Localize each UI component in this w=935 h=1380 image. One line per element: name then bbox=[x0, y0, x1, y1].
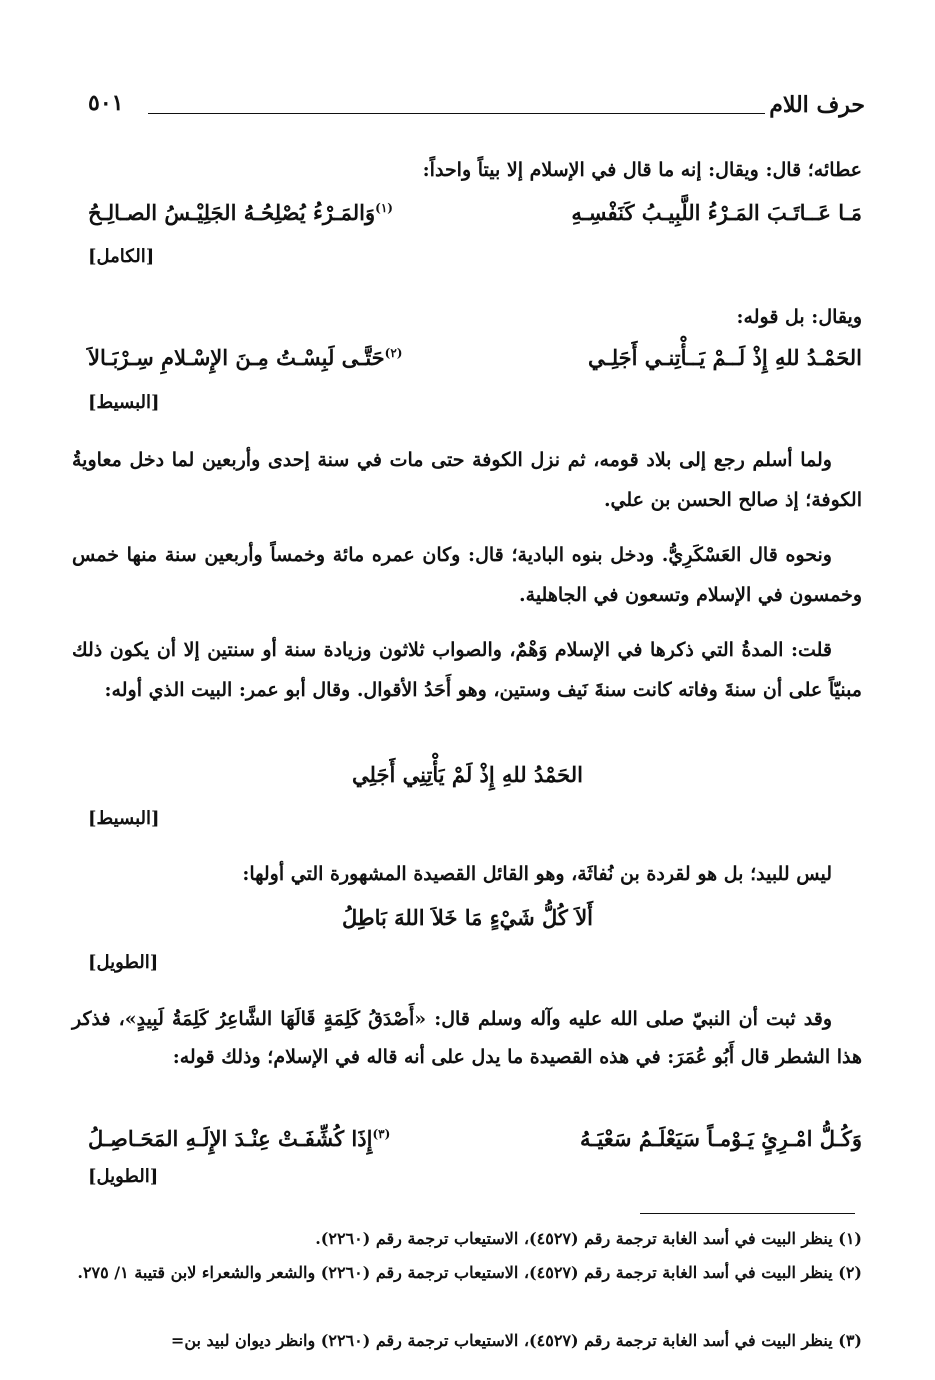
meter-label-4: [الطويل] bbox=[88, 952, 159, 973]
meter-label-2: [البسيط] bbox=[88, 392, 160, 413]
paragraph-2: ويقال: بل قوله: bbox=[736, 306, 862, 328]
footnote-ref-3: (٣) bbox=[372, 1127, 391, 1141]
footnote-2: (٢) ينظر البيت في أسد الغابة ترجمة رقم (٤٥٢٧)، الاستيعاب ترجمة رقم (٢٢٦٠) والشعر والشعراء لابن قتيبة ١/ ٢٧٥. bbox=[77, 1263, 862, 1282]
verse-3-second-hemistich: $^{(٣)}$إِذَا كُشِّفَـتْ عِنْـدَ الإِلَـهِ المَحَـاصِـلُ bbox=[88, 1126, 391, 1151]
paragraph-4: ونحوه قال العَسْكَرِيُّ. ودخل بنوه البادية؛ قال: وكان عمره مائة وخمساً وأربعين سنة منها خمس وخمسون في الإسلام وتسعون في الجاهلية. bbox=[72, 544, 862, 606]
centered-verse-1: الحَمْدُ للهِ إِذْ لَمْ يَأْتِنِي أَجَلِي bbox=[352, 762, 583, 787]
paragraph-3: ولما أسلم رجع إلى بلاد قومه، ثم نزل الكوفة حتى مات في سنة إحدى وأربعين لما دخل معاويةُ الكوفة؛ إذ صالح الحسن بن علي. bbox=[72, 449, 862, 511]
meter-label-3: [البسيط] bbox=[88, 808, 160, 829]
footnote-separator bbox=[640, 1213, 855, 1214]
verse-2-first-hemistich: الحَمْـدُ للهِ إِذْ لَــمْ يَــأْتِنـي أَجَلِـي bbox=[588, 345, 862, 370]
verse-3-first-hemistich: وَكُـلُّ امْـرِئٍ يَـوْمـاً سَيَعْلَـمُ سَعْيَـهُ bbox=[580, 1126, 862, 1151]
running-header-title: حرف اللام bbox=[769, 92, 865, 118]
footnote-ref-2: (٢) bbox=[384, 346, 403, 360]
paragraph-1: عطائه؛ قال: ويقال: إنه ما قال في الإسلام إلا بيتاً واحداً: bbox=[422, 159, 862, 181]
meter-label-1: [الكامل] bbox=[88, 246, 155, 267]
paragraph-5: قلت: المدةُ التي ذكرها في الإسلام وَهْمٌ، والصواب ثلاثون وزيادة سنة أو سنتين إلا أن يكون ذلك مبنيّاً على أن سنةَ وفاته كانت سنةَ نَيف وستين، وهو أَحَدُ الأقوال. وقال أبو عمر: البيت الذي أوله: bbox=[72, 639, 862, 701]
paragraph-6: ليس للبيد؛ بل هو لقردة بن نُفاثَة، وهو القائل القصيدة المشهورة التي أولها: bbox=[242, 863, 832, 885]
meter-label-5: [الطويل] bbox=[88, 1166, 159, 1187]
footnote-3: (٣) ينظر البيت في أسد الغابة ترجمة رقم (٤٥٢٧)، الاستيعاب ترجمة رقم (٢٢٦٠) وانظر ديوان لبيد بن= bbox=[170, 1331, 862, 1350]
footnote-1: (١) ينظر البيت في أسد الغابة ترجمة رقم (٤٥٢٧)، الاستيعاب ترجمة رقم (٢٢٦٠). bbox=[315, 1229, 862, 1248]
verse-1-first-hemistich: مَـا عَــاتَـبَ المَـرْءُ اللَّبِيـبُ كَنَفْسِـهِ bbox=[571, 200, 862, 225]
centered-verse-2: أَلاَ كُلُّ شَيْءٍ مَا خَلاَ اللهَ بَاطِلُ bbox=[341, 905, 593, 930]
paragraph-7: وقد ثبت أن النبيّ صلى الله عليه وآله وسلم قال: «أَصْدَقُ كَلِمَةٍ قَالَهَا الشَّاعِرُ كَلِمَةُ لَبِيدٍ»، فذكر هذا الشطر قال أَبُو عُمَرَ: في هذه القصيدة ما يدل على أنه قاله في الإسلام؛ وذلك قوله: bbox=[72, 1008, 862, 1068]
verse-2-second-hemistich: $^{(٢)}$حَتَّـى لَبِسْـتُ مِـنَ الإِسْـلامِ سِـرْبَـالاَ bbox=[88, 345, 403, 370]
footnote-ref-1: (١) bbox=[375, 201, 393, 215]
header-rule bbox=[148, 113, 765, 114]
verse-1-second-hemistich: $^{(١)}$وَالمَـرْءُ يُصْلِحُـهُ الجَلِيْـسُ الصـالِـحُ bbox=[88, 200, 393, 225]
page-number: ٥٠١ bbox=[88, 90, 124, 116]
